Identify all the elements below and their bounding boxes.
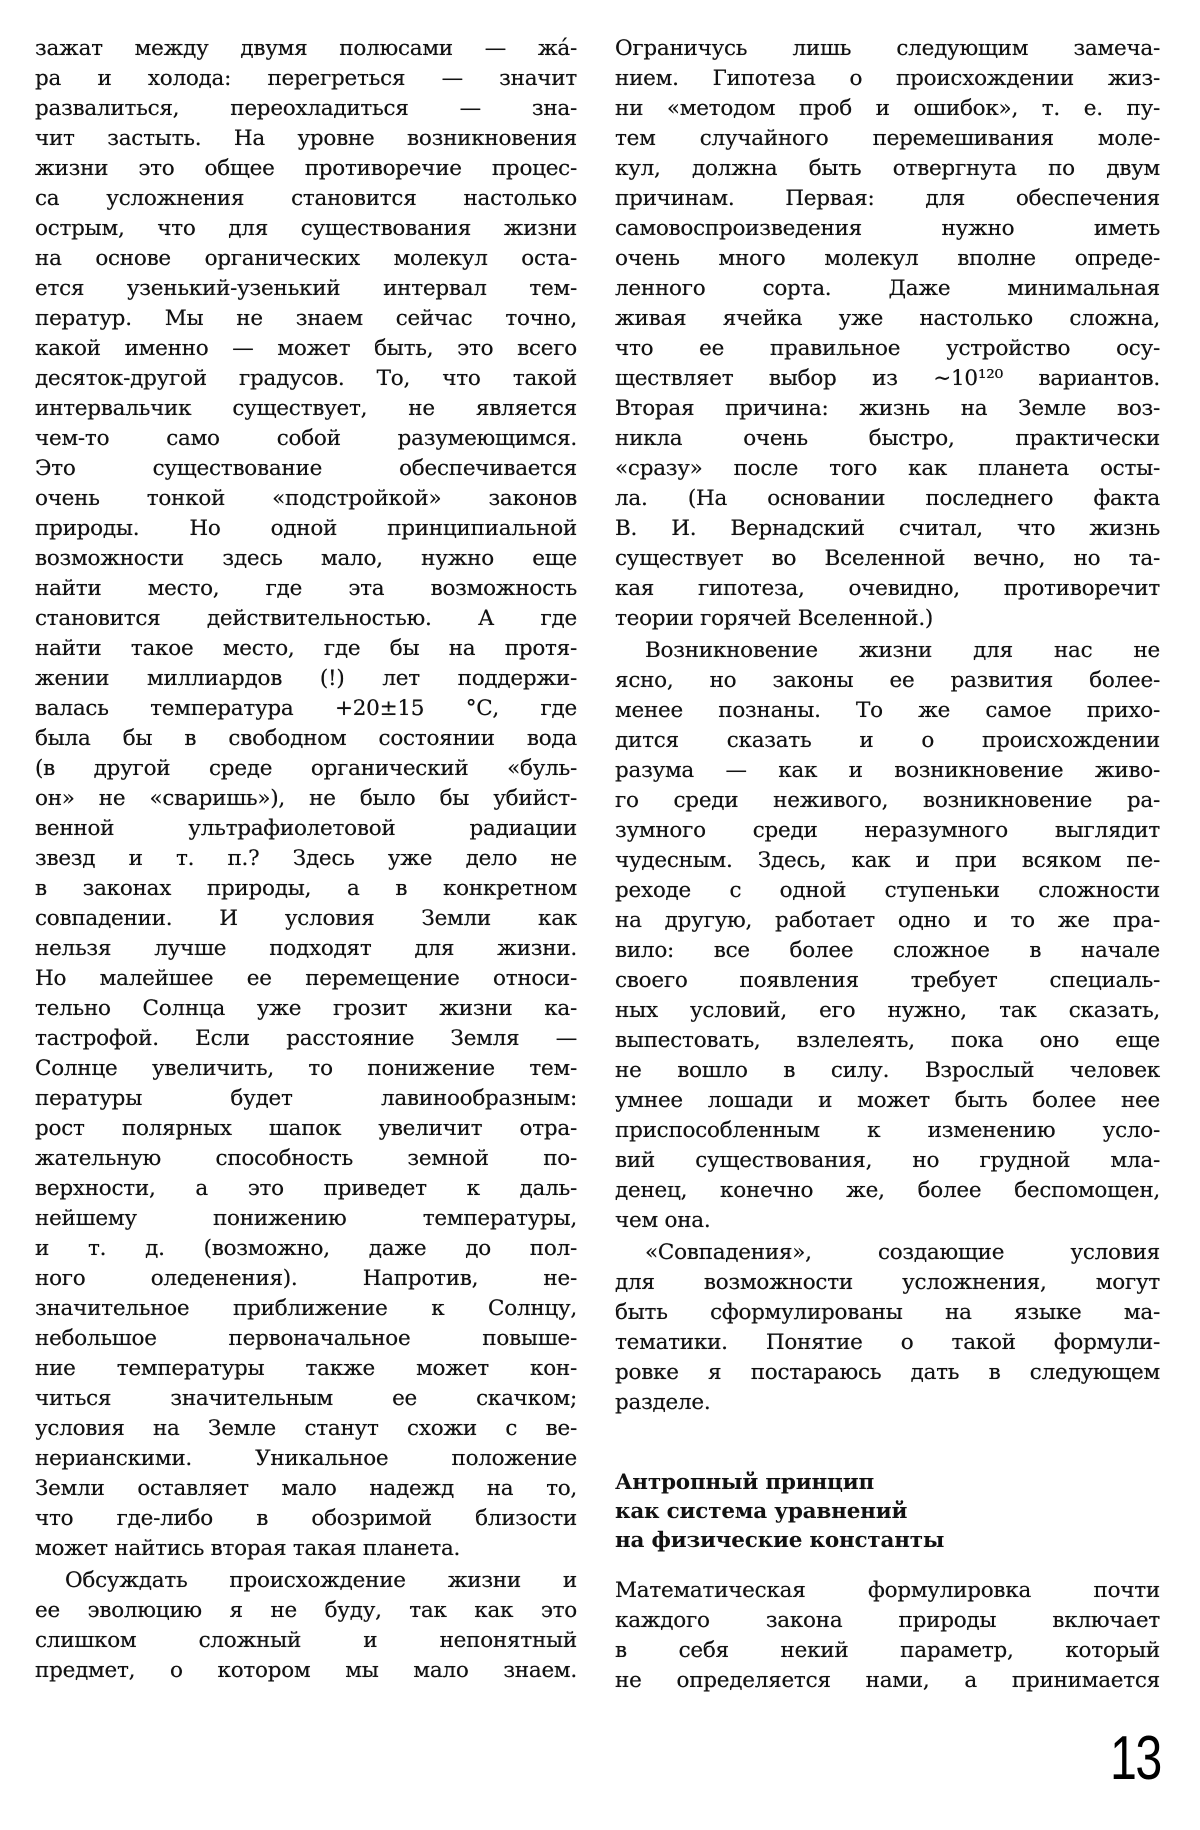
- text-line: Вторая причина: жизнь на Земле воз-: [615, 396, 1160, 421]
- text-line: на другую, работает одно и то же пра-: [615, 908, 1160, 933]
- left-column: [35, 34, 577, 1688]
- text-line: слишком сложный и непонятный: [35, 1628, 577, 1653]
- text-line: зумного среди неразумного выглядит: [615, 818, 1160, 843]
- text-line: Это существование обеспечивается: [35, 456, 577, 481]
- text-line: чудесным. Здесь, как и при всяком пе-: [615, 848, 1160, 873]
- text-line: интервальчик существует, не является: [35, 396, 577, 421]
- text-line: чем она.: [615, 1208, 711, 1233]
- text-line: совпадении. И условия Земли как: [35, 906, 577, 931]
- text-line: небольшое первоначальное повыше-: [35, 1326, 577, 1351]
- text-line: найти место, где эта возможность: [35, 576, 577, 601]
- text-line: жизни это общее противоречие процес-: [35, 156, 577, 181]
- text-line: разума — как и возникновение живо-: [615, 758, 1160, 783]
- text-line: природы. Но одной принципиальной: [35, 516, 577, 541]
- text-line: ла. (На основании последнего факта: [615, 486, 1160, 511]
- text-line: нейшему понижению температуры,: [35, 1206, 577, 1231]
- text-line: «сразу» после того как планета осты-: [615, 456, 1160, 481]
- text-line: ных условий, его нужно, так сказать,: [615, 998, 1160, 1023]
- text-line: зажат между двумя полюсами — жа́-: [35, 36, 577, 61]
- text-line: ее эволюцию я не буду, так как это: [35, 1598, 577, 1623]
- right-column: [615, 34, 1160, 1420]
- text-line: валась температура +20±15 °С, где: [35, 696, 577, 721]
- paragraph: [615, 636, 1160, 1236]
- text-line: звезд и т. п.? Здесь уже дело не: [35, 846, 577, 871]
- text-line: тастрофой. Если расстояние Земля —: [35, 1026, 577, 1051]
- text-line: дится сказать и о происхождении: [615, 728, 1160, 753]
- paragraph: [615, 1238, 1160, 1418]
- text-line: что где-либо в обозримой близости: [35, 1506, 577, 1531]
- text-line: денец, конечно же, более беспомощен,: [615, 1178, 1160, 1203]
- paragraph: [35, 1566, 577, 1686]
- text-line: возможности здесь мало, нужно еще: [35, 546, 577, 571]
- text-line: что ее правильное устройство осу-: [615, 336, 1160, 361]
- text-line: пературы будет лавинообразным:: [35, 1086, 577, 1111]
- text-line: В. И. Вернадский считал, что жизнь: [615, 516, 1160, 541]
- heading-line: Антропный принцип: [615, 1470, 875, 1495]
- section-body: [615, 1576, 1160, 1698]
- text-line: тематики. Понятие о такой формули-: [615, 1330, 1160, 1355]
- text-line: он» не «сваришь»), не было бы убийст-: [35, 786, 577, 811]
- text-line: ется узенький-узенький интервал тем-: [35, 276, 577, 301]
- text-line: очень много молекул вполне опреде-: [615, 246, 1160, 271]
- text-line: может найтись вторая такая планета.: [35, 1536, 461, 1561]
- text-line: быть сформулированы на языке ма-: [615, 1300, 1160, 1325]
- text-line: Возникновение жизни для нас не: [645, 638, 1160, 663]
- text-line: ра и холода: перегреться — значит: [35, 66, 577, 91]
- text-line: не определяется нами, а принимается: [615, 1668, 1160, 1693]
- text-line: реходе с одной ступеньки сложности: [615, 878, 1160, 903]
- text-line: Математическая формулировка почти: [615, 1578, 1160, 1603]
- section-heading: [615, 1468, 1160, 1555]
- text-line: никла очень быстро, практически: [615, 426, 1160, 451]
- text-line: жении миллиардов (!) лет поддержи-: [35, 666, 577, 691]
- text-line: Но малейшее ее перемещение относи-: [35, 966, 577, 991]
- text-line: вило: все более сложное в начале: [615, 938, 1160, 963]
- text-line: венной ультрафиолетовой радиации: [35, 816, 577, 841]
- text-line: на основе органических молекул оста-: [35, 246, 577, 271]
- text-line: ленного сорта. Даже минимальная: [615, 276, 1160, 301]
- text-line: становится действительностью. А где: [35, 606, 577, 631]
- text-line: «Совпадения», создающие условия: [645, 1240, 1160, 1265]
- text-line: Земли оставляет мало надежд на то,: [35, 1476, 577, 1501]
- text-line: тем случайного перемешивания моле-: [615, 126, 1160, 151]
- text-line: теории горячей Вселенной.): [615, 606, 934, 631]
- text-line: ного оледенения). Напротив, не-: [35, 1266, 577, 1291]
- text-line: и т. д. (возможно, даже до пол-: [35, 1236, 577, 1261]
- text-line: условия на Земле станут схожи с ве-: [35, 1416, 577, 1441]
- text-line: ператур. Мы не знаем сейчас точно,: [35, 306, 577, 331]
- text-line: го среди неживого, возникновение ра-: [615, 788, 1160, 813]
- text-line: в законах природы, а в конкретном: [35, 876, 577, 901]
- heading-line: как система уравнений: [615, 1499, 908, 1524]
- text-line: своего появления требует специаль-: [615, 968, 1160, 993]
- text-line: какой именно — может быть, это всего: [35, 336, 577, 361]
- text-line: (в другой среде органический «буль-: [35, 756, 577, 781]
- text-line: Обсуждать происхождение жизни и: [65, 1568, 577, 1593]
- text-line: Солнце увеличить, то понижение тем-: [35, 1056, 577, 1081]
- text-line: ни «методом проб и ошибок», т. е. пу-: [615, 96, 1160, 121]
- text-line: была бы в свободном состоянии вода: [35, 726, 577, 751]
- text-line: нерианскими. Уникальное положение: [35, 1446, 577, 1471]
- text-line: в себя некий параметр, который: [615, 1638, 1160, 1663]
- text-line: выпестовать, взлелеять, пока оно еще: [615, 1028, 1160, 1053]
- text-line: умнее лошади и может быть более нее: [615, 1088, 1160, 1113]
- page-number: 13: [1110, 1724, 1161, 1793]
- text-line: ществляет выбор из ∼10¹²⁰ вариантов.: [615, 366, 1160, 391]
- text-line: нельзя лучше подходят для жизни.: [35, 936, 577, 961]
- text-line: десяток-другой градусов. То, что такой: [35, 366, 577, 391]
- text-line: вий существования, но грудной мла-: [615, 1148, 1160, 1173]
- text-line: для возможности усложнения, могут: [615, 1270, 1160, 1295]
- text-line: рост полярных шапок увеличит отра-: [35, 1116, 577, 1141]
- text-line: очень тонкой «подстройкой» законов: [35, 486, 577, 511]
- heading-line: на физические константы: [615, 1528, 945, 1553]
- text-line: самовоспроизведения нужно иметь: [615, 216, 1160, 241]
- text-line: чем-то само собой разумеющимся.: [35, 426, 577, 451]
- text-line: чит застыть. На уровне возникновения: [35, 126, 577, 151]
- text-line: значительное приближение к Солнцу,: [35, 1296, 577, 1321]
- text-line: ясно, но законы ее развития более-: [615, 668, 1160, 693]
- text-line: кая гипотеза, очевидно, противоречит: [615, 576, 1160, 601]
- paragraph: [35, 34, 577, 1564]
- text-line: ние температуры также может кон-: [35, 1356, 577, 1381]
- text-line: менее познаны. То же самое прихо-: [615, 698, 1160, 723]
- text-line: жательную способность земной по-: [35, 1146, 577, 1171]
- text-line: острым, что для существования жизни: [35, 216, 577, 241]
- text-line: тельно Солнца уже грозит жизни ка-: [35, 996, 577, 1021]
- text-line: са усложнения становится настолько: [35, 186, 577, 211]
- text-line: причинам. Первая: для обеспечения: [615, 186, 1160, 211]
- text-line: существует во Вселенной вечно, но та-: [615, 546, 1160, 571]
- text-line: развалиться, переохладиться — зна-: [35, 96, 577, 121]
- text-line: кул, должна быть отвергнута по двум: [615, 156, 1160, 181]
- text-line: не вошло в силу. Взрослый человек: [615, 1058, 1160, 1083]
- paragraph: [615, 1576, 1160, 1696]
- text-line: найти такое место, где бы на протя-: [35, 636, 577, 661]
- text-line: нием. Гипотеза о происхождении жиз-: [615, 66, 1160, 91]
- text-line: живая ячейка уже настолько сложна,: [615, 306, 1160, 331]
- text-line: приспособленным к изменению усло-: [615, 1118, 1160, 1143]
- text-line: Ограничусь лишь следующим замеча-: [615, 36, 1160, 61]
- text-line: разделе.: [615, 1390, 711, 1415]
- paragraph: [615, 34, 1160, 634]
- text-line: верхности, а это приведет к даль-: [35, 1176, 577, 1201]
- text-line: каждого закона природы включает: [615, 1608, 1160, 1633]
- text-line: ровке я постараюсь дать в следующем: [615, 1360, 1160, 1385]
- text-line: читься значительным ее скачком;: [35, 1386, 577, 1411]
- text-line: предмет, о котором мы мало знаем.: [35, 1658, 577, 1683]
